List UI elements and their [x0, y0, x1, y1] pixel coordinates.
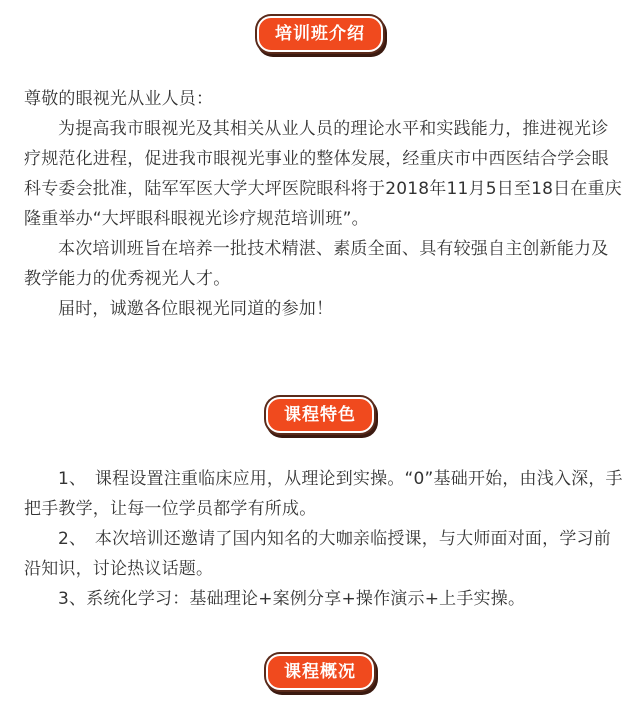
intro-paragraph: 届时，诚邀各位眼视光同道的参加！ — [58, 299, 334, 319]
intro-heading-badge: 培训班介绍 — [257, 16, 383, 52]
features-heading-badge: 课程特色 — [266, 397, 374, 433]
overview-heading-badge: 课程概况 — [266, 654, 374, 690]
intro-paragraph: 本次培训班旨在培养一批技术精湛、素质全面、具有较强自主创新能力及教学能力的优秀视光人才。 — [24, 239, 609, 289]
features-text — [24, 464, 624, 614]
intro-paragraph: 为提高我市眼视光及其相关从业人员的理论水平和实践能力，推进视光诊疗规范化进程，促进我市眼视光事业的整体发展，经重庆市中西医结合学会眼科专委会批准，陆军军医大学大坪医院眼科将于2018年11月5日至18日在重庆隆重举办“大坪眼科眼视光诊疗规范培训班”。 — [24, 119, 622, 229]
greeting: 尊敬的眼视光从业人员： — [24, 89, 214, 109]
feature-item: 3、系统化学习：基础理论+案例分享+操作演示+上手实操。 — [58, 589, 526, 609]
feature-item: 1、 课程设置注重临床应用，从理论到实操。“0”基础开始，由浅入深，手把手教学，让每一位学员都学有所成。 — [24, 469, 623, 519]
feature-item: 2、 本次培训还邀请了国内知名的大咖亲临授课，与大师面对面，学习前沿知识，讨论热议话题。 — [24, 529, 611, 579]
intro-text — [24, 84, 624, 324]
